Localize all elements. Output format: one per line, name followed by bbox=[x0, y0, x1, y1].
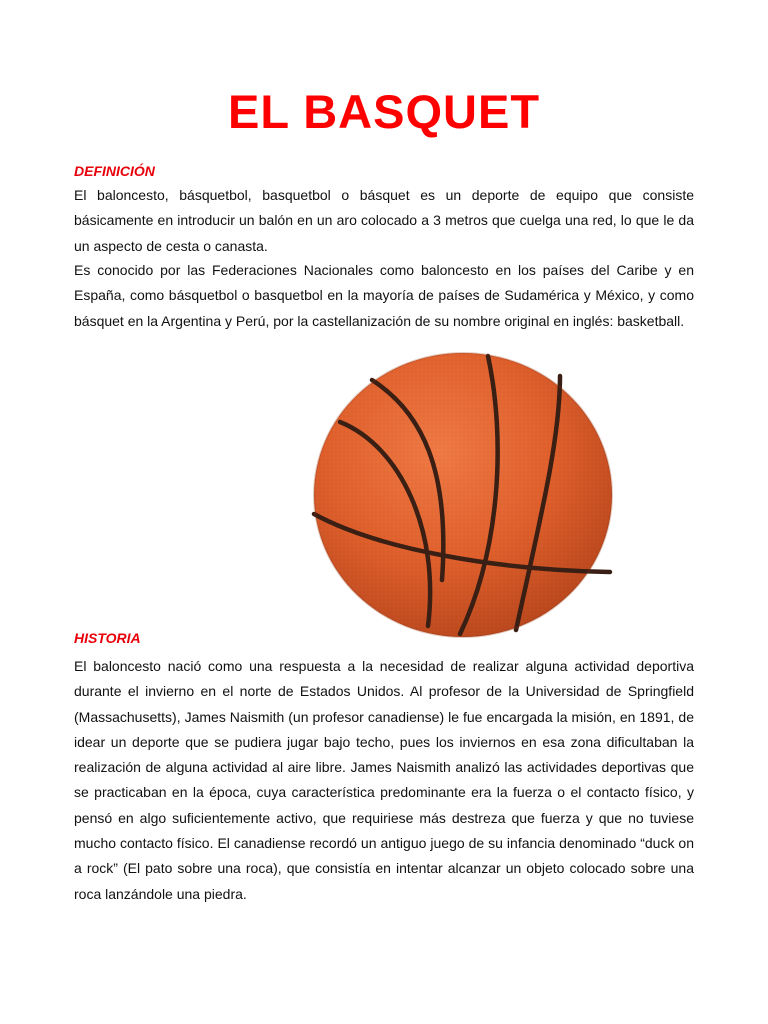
history-paragraph: El baloncesto nació como una respuesta a la necesidad de realizar alguna actividad deportiva durante el invierno en el norte de Estados Unidos. Al profesor de la Universidad de Springfield (Massachusetts), James Naismith (un profesor canadiense) le fue encargada la misión, en 1891, de idear un deporte que se pudiera jugar bajo techo, pues los inviernos en esa zona dificultaban la realización de alguna actividad al aire libre. James Naismith analizó las actividades deportivas que se practicaban en la época, cuya característica predominante era la fuerza o el contacto físico, y pensó en algo suficientemente activo, que requiriese más destreza que fuerza y que no tuviese mucho contacto físico. El canadiense recordó un antiguo juego de su infancia denominado “duck on a rock” (El pato sobre una roca), que consistía en intentar alcanzar un objeto colocado sobre una roca lanzándole una piedra. bbox=[74, 658, 694, 902]
page-title: EL BASQUET bbox=[227, 85, 541, 138]
section-heading-historia: HISTORIA bbox=[74, 630, 141, 646]
definition-paragraph-1: El baloncesto, básquetbol, basquetbol o básquet es un deporte de equipo que consiste básicamente en introducir un balón en un aro colocado a 3 metros que cuelga una red, lo que le da un aspecto de cesta o canasta. bbox=[74, 187, 694, 254]
ball-texture bbox=[314, 353, 612, 637]
definition-paragraph-2: Es conocido por las Federaciones Nacionales como baloncesto en los países del Caribe y en España, como básquetbol o basquetbol en la mayoría de países de Sudamérica y México, y como básquet en la Argentina y Perú, por la castellanización de su nombre original en inglés: basketball. bbox=[74, 262, 694, 329]
basketball-icon bbox=[310, 350, 616, 640]
section-heading-definicion: DEFINICIÓN bbox=[74, 163, 155, 179]
